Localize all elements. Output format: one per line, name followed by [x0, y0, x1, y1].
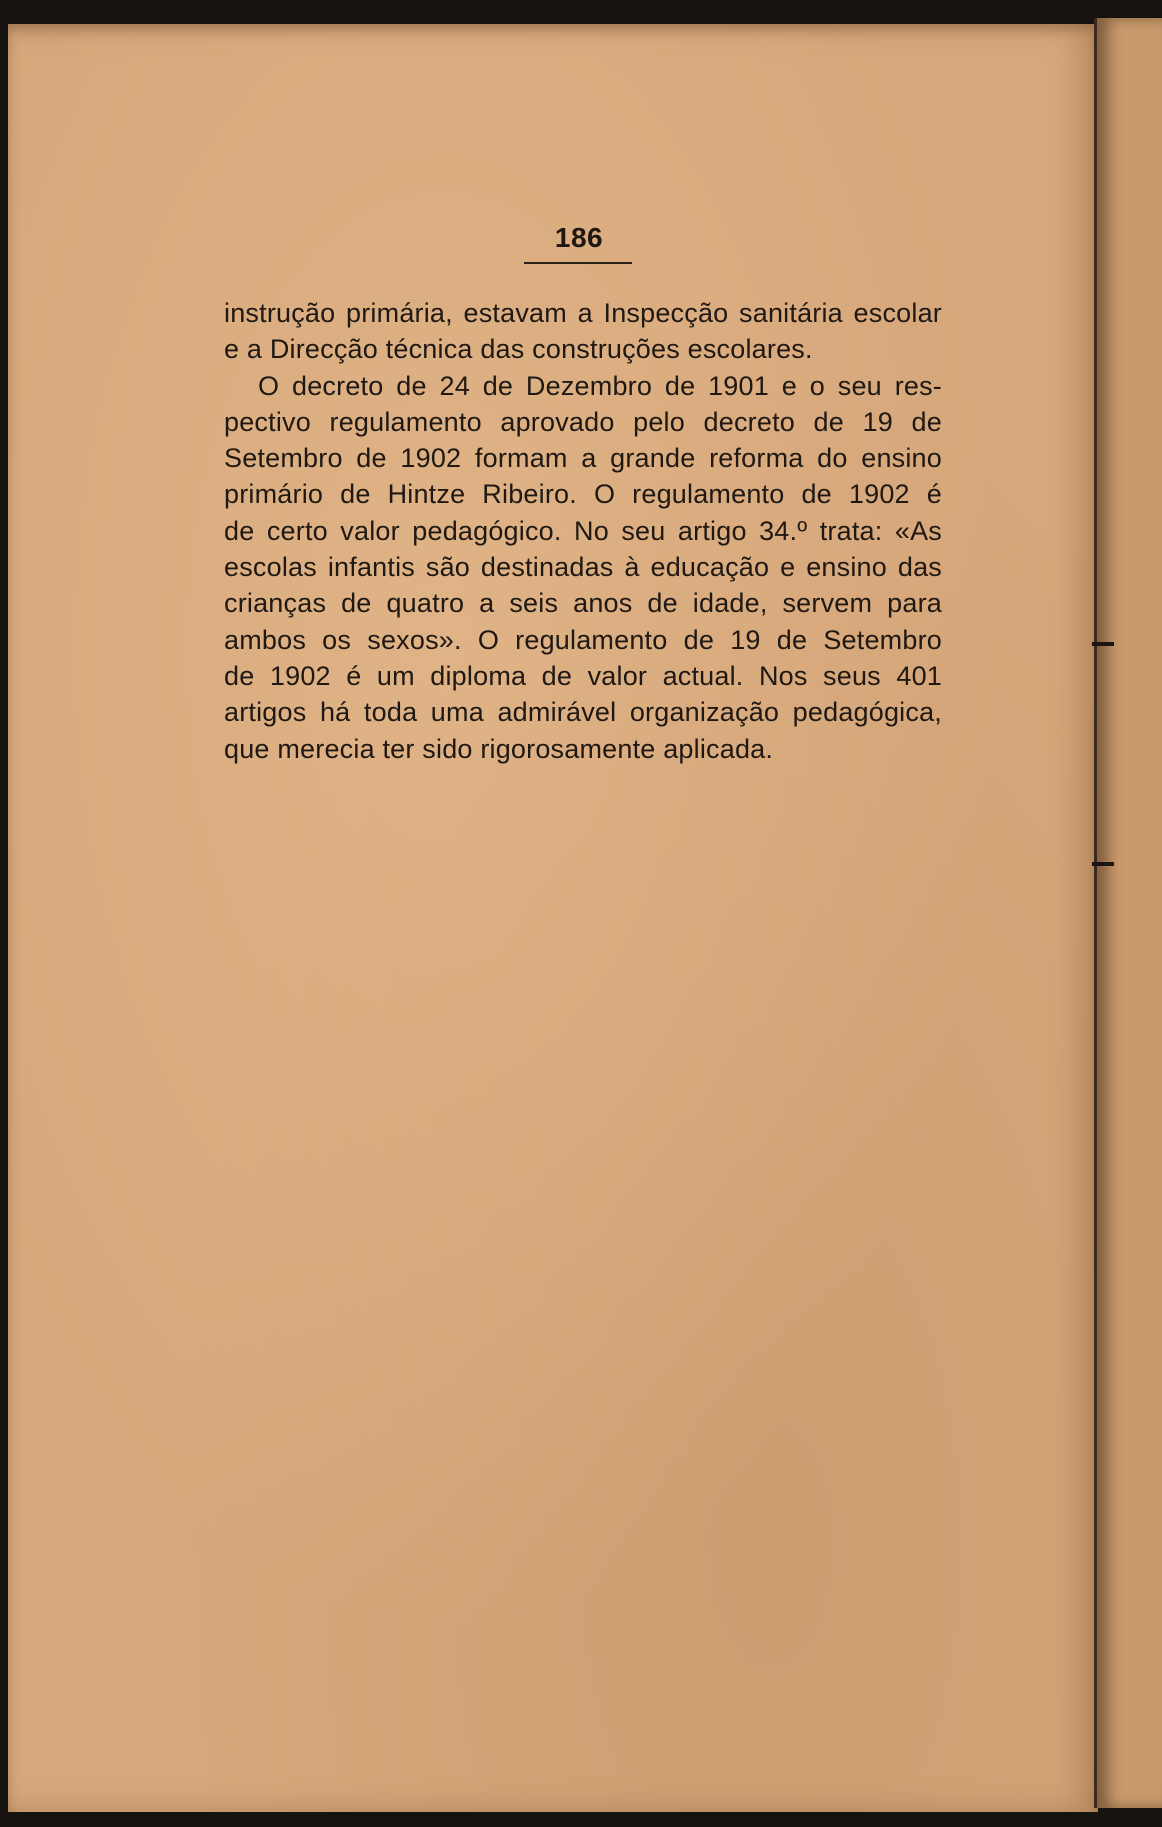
text-line: que merecia ter sido rigorosamente aplicada.: [224, 733, 774, 764]
page-edge-mark: [1092, 642, 1114, 646]
text-line: Setembro de 1902 formam a grande reforma do ensino: [224, 443, 942, 474]
text-line: ambos os sexos». O regulamento de 19 de Setembro: [224, 624, 942, 655]
page-number: 186: [554, 222, 604, 253]
book-page: [8, 24, 1098, 1812]
text-line: instrução primária, estavam a Inspecção sanitária escolar: [224, 298, 942, 328]
text-line: escolas infantis são destinadas à educação e ensino das: [224, 552, 942, 583]
text-line: pectivo regulamento aprovado pelo decreto de 19 de: [224, 406, 942, 437]
text-line: O decreto de 24 de Dezembro de 1901 e o seu res-: [258, 370, 942, 401]
body-paragraphs: [224, 295, 942, 767]
text-line: primário de Hintze Ribeiro. O regulamento de 1902 é: [224, 479, 942, 510]
text-line: artigos há toda uma admirável organização pedagógica,: [224, 697, 942, 728]
text-line: de 1902 é um diploma de valor actual. Nos seus 401: [224, 660, 942, 691]
page-gutter: [1094, 18, 1097, 1808]
page-number-rule: [524, 262, 632, 264]
text-line: crianças de quatro a seis anos de idade, servem para: [224, 588, 942, 619]
text-line: de certo valor pedagógico. No seu artigo 34.º trata: «As: [224, 515, 942, 546]
adjacent-page-edge: [1096, 18, 1162, 1808]
text-line: e a Direcção técnica das construções escolares.: [224, 334, 813, 365]
page-edge-mark: [1092, 862, 1114, 866]
